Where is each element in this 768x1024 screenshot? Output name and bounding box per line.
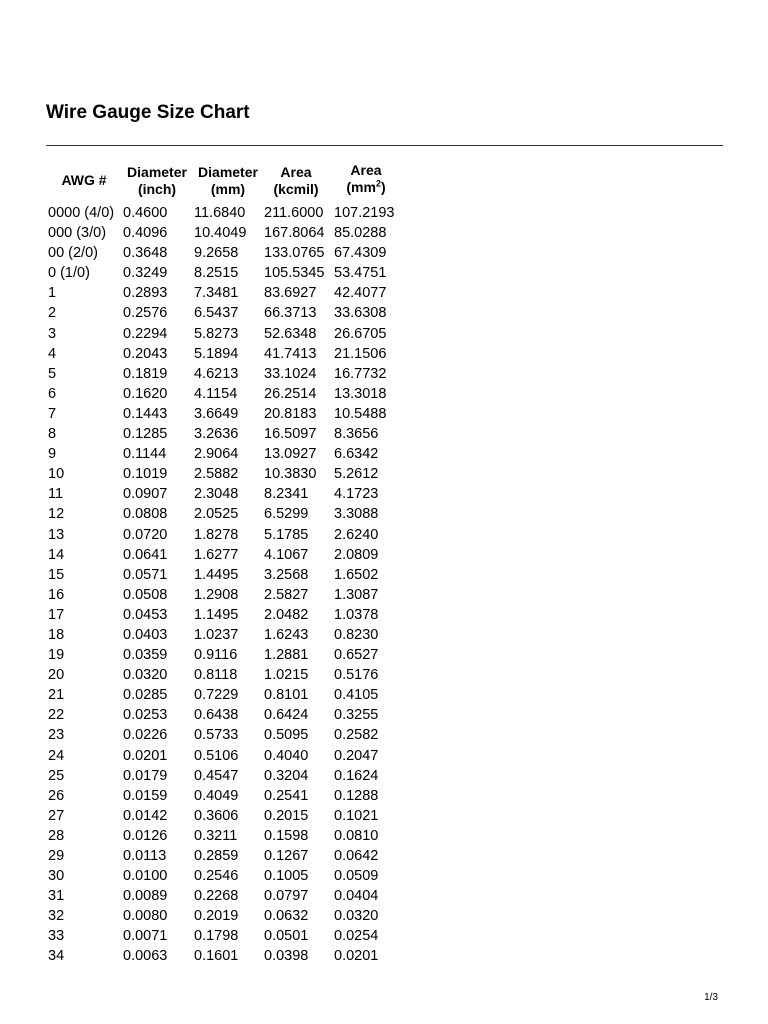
cell-area-kcmil: 0.0501: [264, 928, 309, 945]
cell-diameter-inch: 0.2294: [123, 325, 168, 342]
cell-area-mm2: 8.3656: [334, 426, 379, 443]
cell-area-kcmil: 0.1005: [264, 868, 309, 885]
cell-area-kcmil: 0.0632: [264, 908, 309, 925]
cell-diameter-inch: 0.1620: [123, 385, 168, 402]
cell-diameter-mm: 0.2019: [194, 908, 239, 925]
page-title: Wire Gauge Size Chart: [46, 102, 250, 123]
cell-diameter-mm: 0.3606: [194, 807, 239, 824]
cell-area-kcmil: 52.6348: [264, 325, 317, 342]
cell-diameter-inch: 0.1144: [123, 446, 167, 463]
cell-diameter-mm: 2.0525: [194, 506, 239, 523]
cell-awg: 0 (1/0): [48, 265, 90, 282]
cell-diameter-mm: 7.3481: [194, 285, 239, 302]
cell-area-kcmil: 5.1785: [264, 526, 309, 543]
cell-area-mm2: 0.0404: [334, 888, 379, 905]
cell-diameter-inch: 0.4600: [123, 205, 168, 221]
cell-diameter-mm: 0.3211: [194, 827, 238, 844]
cell-area-mm2: 0.2582: [334, 727, 379, 744]
cell-area-mm2: 2.6240: [334, 526, 379, 543]
cell-diameter-mm: 5.8273: [194, 325, 239, 342]
cell-area-kcmil: 0.3204: [264, 767, 309, 784]
cell-awg: 6: [48, 385, 57, 402]
cell-area-mm2: 21.1506: [334, 345, 387, 362]
cell-diameter-inch: 0.2043: [123, 345, 168, 362]
header-diameter-mm: [193, 164, 263, 198]
cell-diameter-mm: 11.6840: [194, 205, 246, 221]
cell-diameter-inch: 0.3648: [123, 245, 168, 262]
cell-area-mm2: 5.2612: [334, 466, 379, 483]
cell-area-mm2: 1.3087: [334, 586, 379, 603]
header-area-mm2-bottom-line: [334, 179, 398, 196]
cell-diameter-mm: 1.6277: [194, 546, 239, 563]
page-number: 1/3: [704, 992, 718, 1003]
header-area-kcmil: [263, 164, 329, 198]
cell-area-kcmil: 6.5299: [264, 506, 309, 523]
cell-awg: 12: [48, 506, 65, 523]
cell-area-kcmil: 83.6927: [264, 285, 317, 302]
cell-awg: 28: [48, 827, 65, 844]
cell-diameter-inch: 0.0179: [123, 767, 168, 784]
cell-awg: 8: [48, 426, 57, 443]
cell-area-kcmil: 20.8183: [264, 405, 317, 422]
cell-awg: 0000 (4/0): [48, 205, 115, 221]
cell-diameter-mm: 0.7229: [194, 687, 239, 704]
cell-diameter-mm: 0.2268: [194, 888, 239, 905]
cell-diameter-inch: 0.0226: [123, 727, 168, 744]
header-area-kcmil-bottom: (kcmil): [273, 181, 319, 197]
cell-area-mm2: 0.6527: [334, 647, 379, 664]
cell-area-mm2: 0.5176: [334, 667, 379, 684]
cell-diameter-inch: 0.0080: [123, 908, 168, 925]
cell-diameter-mm: 8.2515: [194, 265, 239, 282]
cell-area-mm2: 107.2193: [334, 205, 395, 221]
cell-diameter-inch: 0.0907: [123, 486, 168, 503]
cell-diameter-inch: 0.0201: [123, 747, 168, 764]
cell-area-kcmil: 133.0765: [264, 245, 325, 262]
cell-area-kcmil: 0.2015: [264, 807, 309, 824]
cell-area-kcmil: 41.7413: [264, 345, 317, 362]
cell-area-mm2: 33.6308: [334, 305, 387, 322]
cell-awg: 21: [48, 687, 65, 704]
cell-awg: 17: [48, 606, 65, 623]
cell-area-mm2: 13.3018: [334, 385, 387, 402]
cell-diameter-inch: 0.0571: [123, 566, 168, 583]
cell-area-mm2: 0.0810: [334, 827, 379, 844]
cell-area-mm2: 0.1021: [334, 807, 379, 824]
cell-diameter-mm: 1.2908: [194, 586, 239, 603]
cell-area-mm2: 1.0378: [334, 606, 379, 623]
cell-diameter-inch: 0.0142: [123, 807, 168, 824]
cell-area-mm2: 0.4105: [334, 687, 379, 704]
cell-area-kcmil: 16.5097: [264, 426, 317, 443]
cell-area-mm2: 67.4309: [334, 245, 387, 262]
cell-diameter-mm: 2.5882: [194, 466, 239, 483]
cell-awg: 20: [48, 667, 65, 684]
cell-diameter-inch: 0.3249: [123, 265, 168, 282]
cell-diameter-mm: 0.2859: [194, 848, 239, 864]
cell-area-mm2: 0.1288: [334, 787, 379, 804]
cell-diameter-mm: 0.4049: [194, 787, 239, 804]
cell-diameter-inch: 0.0100: [123, 868, 168, 885]
cell-awg: 7: [48, 405, 57, 422]
cell-awg: 4: [48, 345, 57, 362]
cell-diameter-inch: 0.0126: [123, 827, 168, 844]
header-area-kcmil-top: Area: [280, 164, 312, 180]
cell-area-kcmil: 0.6424: [264, 707, 309, 724]
cell-awg: 16: [48, 586, 65, 603]
cell-area-mm2: 0.0642: [334, 848, 379, 864]
header-area-mm2-bottom: (mm: [346, 179, 376, 195]
cell-area-kcmil: 13.0927: [264, 446, 317, 463]
cell-area-kcmil: 0.1598: [264, 827, 309, 844]
cell-diameter-inch: 0.0063: [123, 948, 168, 965]
cell-diameter-inch: 0.2893: [123, 285, 168, 302]
cell-diameter-inch: 0.0508: [123, 586, 168, 603]
cell-area-kcmil: 0.2541: [264, 787, 309, 804]
cell-awg: 14: [48, 546, 65, 563]
cell-diameter-inch: 0.1443: [123, 405, 168, 422]
cell-area-kcmil: 0.4040: [264, 747, 309, 764]
header-awg-label: AWG #: [61, 172, 107, 188]
cell-diameter-inch: 0.0453: [123, 606, 168, 623]
cell-area-kcmil: 211.6000: [264, 205, 324, 221]
cell-area-mm2: 16.7732: [334, 365, 387, 382]
cell-diameter-mm: 0.5106: [194, 747, 239, 764]
cell-awg: 33: [48, 928, 65, 945]
cell-diameter-mm: 0.4547: [194, 767, 239, 784]
cell-area-kcmil: 0.0398: [264, 948, 309, 965]
cell-area-mm2: 3.3088: [334, 506, 379, 523]
cell-area-mm2: 0.0320: [334, 908, 379, 925]
cell-diameter-mm: 0.5733: [194, 727, 239, 744]
cell-area-mm2: 0.2047: [334, 747, 379, 764]
cell-awg: 10: [48, 466, 65, 483]
cell-awg: 22: [48, 707, 65, 724]
cell-awg: 18: [48, 626, 65, 643]
header-diameter-inch: [122, 164, 192, 198]
cell-diameter-inch: 0.1019: [123, 466, 168, 483]
cell-area-mm2: 2.0809: [334, 546, 379, 563]
cell-diameter-inch: 0.2576: [123, 305, 168, 322]
cell-awg: 13: [48, 526, 65, 543]
cell-diameter-inch: 0.0253: [123, 707, 168, 724]
cell-diameter-mm: 0.1798: [194, 928, 239, 945]
cell-area-mm2: 0.1624: [334, 767, 379, 784]
cell-diameter-mm: 2.3048: [194, 486, 239, 503]
header-area-mm2-top: Area: [350, 162, 382, 178]
cell-diameter-mm: 3.6649: [194, 405, 239, 422]
cell-area-mm2: 6.6342: [334, 446, 379, 463]
cell-diameter-inch: 0.0359: [123, 647, 168, 664]
cell-area-mm2: 53.4751: [334, 265, 387, 282]
header-diameter-inch-bottom: (inch): [137, 181, 177, 197]
cell-diameter-mm: 4.6213: [194, 365, 239, 382]
cell-diameter-mm: 0.2546: [194, 868, 239, 885]
cell-area-mm2: 0.3255: [334, 707, 379, 724]
cell-area-mm2: 0.0201: [334, 948, 379, 965]
cell-diameter-mm: 0.1601: [194, 948, 239, 965]
header-diameter-mm-bottom: (mm): [210, 181, 246, 197]
cell-area-kcmil: 66.3713: [264, 305, 317, 322]
cell-awg: 19: [48, 647, 65, 664]
cell-diameter-inch: 0.1819: [123, 365, 168, 382]
cell-diameter-mm: 0.8118: [194, 667, 238, 684]
header-area-mm2: [334, 162, 398, 196]
cell-awg: 2: [48, 305, 57, 322]
cell-diameter-inch: 0.0720: [123, 526, 168, 543]
cell-diameter-mm: 3.2636: [194, 426, 239, 443]
cell-awg: 24: [48, 747, 65, 764]
cell-area-kcmil: 2.5827: [264, 586, 309, 603]
cell-diameter-inch: 0.0285: [123, 687, 168, 704]
cell-awg: 32: [48, 908, 65, 925]
cell-awg: 26: [48, 787, 65, 804]
cell-awg: 25: [48, 767, 65, 784]
cell-diameter-mm: 0.9116: [194, 647, 238, 664]
cell-awg: 000 (3/0): [48, 225, 107, 242]
cell-area-kcmil: 8.2341: [264, 486, 309, 503]
cell-diameter-mm: 1.1495: [194, 606, 239, 623]
cell-area-mm2: 4.1723: [334, 486, 379, 503]
cell-diameter-inch: 0.0071: [123, 928, 168, 945]
cell-area-mm2: 26.6705: [334, 325, 387, 342]
cell-area-kcmil: 33.1024: [264, 365, 317, 382]
cell-area-mm2: 1.6502: [334, 566, 379, 583]
cell-awg: 30: [48, 868, 65, 885]
cell-area-kcmil: 0.1267: [264, 848, 309, 864]
cell-awg: 29: [48, 848, 65, 864]
cell-awg: 9: [48, 446, 57, 463]
cell-area-kcmil: 0.0797: [264, 888, 309, 905]
cell-diameter-mm: 6.5437: [194, 305, 239, 322]
cell-diameter-mm: 1.8278: [194, 526, 239, 543]
cell-area-kcmil: 10.3830: [264, 466, 317, 483]
cell-awg: 11: [48, 486, 64, 503]
cell-awg: 3: [48, 325, 57, 342]
header-diameter-inch-top: Diameter: [127, 164, 187, 180]
cell-diameter-mm: 5.1894: [194, 345, 239, 362]
cell-diameter-mm: 4.1154: [194, 385, 238, 402]
cell-diameter-mm: 1.4495: [194, 566, 239, 583]
cell-area-kcmil: 167.8064: [264, 225, 325, 242]
header-area-mm2-superscript: 2: [375, 178, 381, 189]
cell-area-kcmil: 1.6243: [264, 626, 309, 643]
cell-area-mm2: 0.0254: [334, 928, 379, 945]
header-diameter-mm-top: Diameter: [198, 164, 258, 180]
cell-awg: 23: [48, 727, 65, 744]
cell-diameter-inch: 0.0089: [123, 888, 168, 905]
cell-awg: 31: [48, 888, 65, 905]
header-area-mm2-close: ): [380, 179, 386, 195]
cell-diameter-mm: 0.6438: [194, 707, 239, 724]
cell-diameter-inch: 0.0320: [123, 667, 168, 684]
cell-awg: 1: [48, 285, 57, 302]
cell-diameter-inch: 0.0808: [123, 506, 168, 523]
cell-area-mm2: 42.4077: [334, 285, 387, 302]
cell-area-kcmil: 0.8101: [264, 687, 309, 704]
cell-area-mm2: 0.0509: [334, 868, 379, 885]
cell-awg: 00 (2/0): [48, 245, 98, 262]
cell-diameter-inch: 0.0159: [123, 787, 168, 804]
cell-awg: 27: [48, 807, 65, 824]
cell-diameter-inch: 0.0113: [123, 848, 167, 864]
cell-area-mm2: 0.8230: [334, 626, 379, 643]
header-awg: [48, 172, 120, 189]
cell-diameter-mm: 9.2658: [194, 245, 239, 262]
cell-diameter-mm: 10.4049: [194, 225, 247, 242]
cell-area-mm2: 10.5488: [334, 405, 387, 422]
cell-diameter-inch: 0.0641: [123, 546, 168, 563]
cell-diameter-inch: 0.0403: [123, 626, 168, 643]
cell-area-kcmil: 26.2514: [264, 385, 317, 402]
cell-diameter-inch: 0.4096: [123, 225, 168, 242]
cell-area-kcmil: 1.2881: [264, 647, 309, 664]
cell-awg: 34: [48, 948, 65, 965]
cell-diameter-mm: 2.9064: [194, 446, 239, 463]
cell-area-kcmil: 4.1067: [264, 546, 309, 563]
title-divider: [46, 145, 723, 146]
cell-awg: 5: [48, 365, 57, 382]
cell-area-kcmil: 1.0215: [264, 667, 309, 684]
cell-area-kcmil: 105.5345: [264, 265, 325, 282]
cell-area-kcmil: 2.0482: [264, 606, 309, 623]
cell-diameter-inch: 0.1285: [123, 426, 168, 443]
cell-area-mm2: 85.0288: [334, 225, 387, 242]
cell-area-kcmil: 3.2568: [264, 566, 309, 583]
cell-area-kcmil: 0.5095: [264, 727, 309, 744]
cell-diameter-mm: 1.0237: [194, 626, 239, 643]
cell-awg: 15: [48, 566, 65, 583]
